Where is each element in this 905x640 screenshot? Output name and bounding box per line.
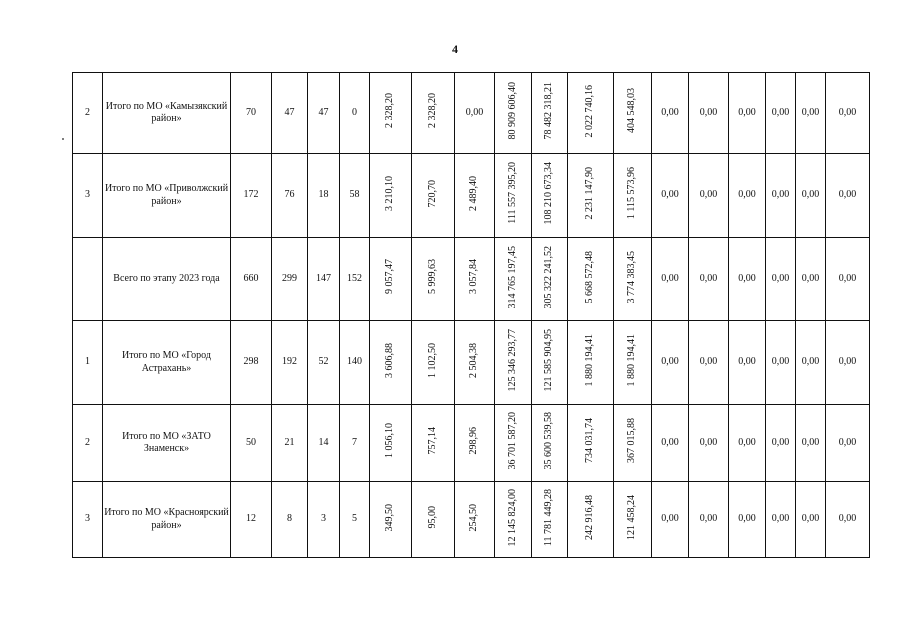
scan-speck (62, 138, 64, 140)
cost-3-value: 242 916,48 (584, 494, 596, 540)
cell-area-3: 0,00 (455, 73, 495, 154)
area-2-value: 720,70 (426, 179, 438, 207)
cell-zero: 0,00 (689, 238, 729, 321)
cell-zero: 0,00 (826, 482, 870, 558)
cell-count-2: 299 (272, 238, 308, 321)
cell-area-3 (455, 405, 495, 482)
cell-zero: 0,00 (729, 482, 766, 558)
row-number: 2 (73, 405, 103, 482)
cost-total-value: 12 145 824,00 (506, 488, 518, 546)
cell-cost-total (495, 405, 532, 482)
cell-cost-2 (532, 73, 568, 154)
cell-zero: 0,00 (652, 73, 689, 154)
cost-4-value: 1 880 194,41 (626, 334, 638, 387)
area-2-value: 95,00 (426, 506, 438, 529)
table-row (73, 321, 870, 405)
area-3-value: 298,96 (468, 427, 480, 455)
cell-cost-3 (568, 482, 614, 558)
cell-cost-3 (568, 321, 614, 405)
cell-zero: 0,00 (689, 482, 729, 558)
cell-area-2 (412, 73, 455, 154)
area-total-value: 3 210,10 (384, 175, 396, 211)
cell-count-total: 660 (231, 238, 272, 321)
cell-area-total (370, 321, 412, 405)
cell-zero: 0,00 (826, 73, 870, 154)
cost-total-value: 111 557 395,20 (506, 162, 518, 225)
cost-3-value: 5 668 572,48 (584, 250, 596, 303)
cell-area-total (370, 154, 412, 238)
row-number: 2 (73, 73, 103, 154)
cost-3-value: 2 231 147,90 (584, 167, 596, 220)
cell-count-3: 52 (308, 321, 340, 405)
cell-zero: 0,00 (652, 405, 689, 482)
table-row (73, 405, 870, 482)
municipality-name: Итого по МО «Красноярский район» (103, 482, 231, 558)
cost-2-value: 121 585 904,95 (543, 329, 555, 392)
cell-zero: 0,00 (826, 321, 870, 405)
cost-4-value: 367 015,88 (626, 418, 638, 464)
cell-zero: 0,00 (729, 321, 766, 405)
cost-total-value: 314 765 197,45 (506, 245, 518, 308)
municipality-name: Итого по МО «ЗАТО Знаменск» (103, 405, 231, 482)
area-total-value: 1 056,10 (384, 423, 396, 459)
cell-cost-total (495, 73, 532, 154)
cell-zero: 0,00 (652, 154, 689, 238)
cell-zero: 0,00 (689, 321, 729, 405)
cost-3-value: 734 031,74 (584, 418, 596, 464)
cell-area-2 (412, 238, 455, 321)
cell-count-2: 21 (272, 405, 308, 482)
cell-area-total (370, 73, 412, 154)
cell-count-total: 172 (231, 154, 272, 238)
cell-zero: 0,00 (729, 154, 766, 238)
cell-area-total (370, 482, 412, 558)
page-number: 4 (452, 42, 458, 56)
cost-2-value: 11 781 449,28 (543, 488, 555, 546)
cell-cost-2 (532, 321, 568, 405)
cell-zero: 0,00 (796, 154, 826, 238)
cell-zero: 0,00 (796, 482, 826, 558)
area-total-value: 3 606,88 (384, 342, 396, 378)
cell-count-total: 70 (231, 73, 272, 154)
cell-count-2: 192 (272, 321, 308, 405)
cell-zero: 0,00 (729, 73, 766, 154)
data-table (72, 72, 870, 558)
cell-zero: 0,00 (766, 482, 796, 558)
cost-total-value: 80 909 606,40 (506, 82, 518, 140)
cost-total-value: 125 346 293,77 (506, 329, 518, 392)
cell-cost-2 (532, 482, 568, 558)
cell-cost-2 (532, 405, 568, 482)
area-3-value: 3 057,84 (468, 259, 480, 295)
cell-zero: 0,00 (652, 321, 689, 405)
cell-area-3 (455, 321, 495, 405)
cell-count-3: 47 (308, 73, 340, 154)
cell-zero: 0,00 (826, 405, 870, 482)
municipality-name: Итого по МО «Камызякский район» (103, 73, 231, 154)
cost-total-value: 36 701 587,20 (506, 412, 518, 470)
area-3-value: 254,50 (468, 503, 480, 531)
table-row (73, 154, 870, 238)
cell-cost-4 (614, 238, 652, 321)
cost-4-value: 121 458,24 (626, 494, 638, 540)
cell-area-3 (455, 154, 495, 238)
cell-cost-total (495, 154, 532, 238)
cell-area-total (370, 405, 412, 482)
cell-zero: 0,00 (766, 238, 796, 321)
cell-count-total: 298 (231, 321, 272, 405)
area-2-value: 757,14 (426, 427, 438, 455)
cost-4-value: 404 548,03 (626, 88, 638, 134)
cell-count-4: 58 (340, 154, 370, 238)
cost-2-value: 305 322 241,52 (543, 245, 555, 308)
table-row (73, 238, 870, 321)
cell-zero: 0,00 (796, 321, 826, 405)
cell-area-2 (412, 321, 455, 405)
cell-area-total (370, 238, 412, 321)
cell-count-3: 3 (308, 482, 340, 558)
cell-zero: 0,00 (652, 482, 689, 558)
row-number: 1 (73, 321, 103, 405)
cell-zero: 0,00 (796, 405, 826, 482)
cell-count-4: 7 (340, 405, 370, 482)
cost-3-value: 2 022 740,16 (584, 84, 596, 137)
cost-4-value: 1 115 573,96 (626, 167, 638, 220)
cell-count-4: 140 (340, 321, 370, 405)
cell-count-2: 76 (272, 154, 308, 238)
row-number: 3 (73, 482, 103, 558)
cell-cost-3 (568, 238, 614, 321)
cell-area-2 (412, 154, 455, 238)
cell-cost-4 (614, 73, 652, 154)
cell-cost-3 (568, 73, 614, 154)
cell-zero: 0,00 (652, 238, 689, 321)
cell-zero: 0,00 (689, 154, 729, 238)
cell-zero: 0,00 (826, 154, 870, 238)
cost-2-value: 108 210 673,34 (543, 162, 555, 225)
cell-zero: 0,00 (796, 73, 826, 154)
cell-zero: 0,00 (766, 321, 796, 405)
cell-area-3 (455, 238, 495, 321)
area-3-value: 2 489,40 (468, 175, 480, 211)
cell-count-4: 5 (340, 482, 370, 558)
area-total-value: 2 328,20 (384, 93, 396, 129)
cell-cost-2 (532, 238, 568, 321)
cell-cost-2 (532, 154, 568, 238)
cell-area-2 (412, 482, 455, 558)
cell-cost-total (495, 321, 532, 405)
table-row (73, 482, 870, 558)
municipality-name: Итого по МО «Приволжский район» (103, 154, 231, 238)
cell-zero: 0,00 (729, 405, 766, 482)
cell-zero: 0,00 (689, 73, 729, 154)
cell-count-total: 50 (231, 405, 272, 482)
cost-3-value: 1 880 194,41 (584, 334, 596, 387)
cell-count-4: 152 (340, 238, 370, 321)
cell-zero: 0,00 (796, 238, 826, 321)
cell-zero: 0,00 (826, 238, 870, 321)
cell-cost-4 (614, 321, 652, 405)
cell-zero: 0,00 (689, 405, 729, 482)
cell-zero: 0,00 (766, 154, 796, 238)
cell-count-4: 0 (340, 73, 370, 154)
cell-zero: 0,00 (729, 238, 766, 321)
cell-count-3: 147 (308, 238, 340, 321)
cell-cost-total (495, 238, 532, 321)
cell-count-3: 14 (308, 405, 340, 482)
cell-cost-total (495, 482, 532, 558)
cell-count-total: 12 (231, 482, 272, 558)
row-number: 3 (73, 154, 103, 238)
cell-count-2: 47 (272, 73, 308, 154)
area-total-value: 349,50 (384, 503, 396, 531)
municipality-name: Всего по этапу 2023 года (103, 238, 231, 321)
cell-cost-4 (614, 154, 652, 238)
cell-count-3: 18 (308, 154, 340, 238)
cell-zero: 0,00 (766, 405, 796, 482)
row-number (73, 238, 103, 321)
cell-area-2 (412, 405, 455, 482)
area-3-value: 2 504,38 (468, 342, 480, 378)
table-row (73, 73, 870, 154)
area-total-value: 9 057,47 (384, 259, 396, 295)
area-2-value: 5 999,63 (426, 259, 438, 295)
cell-cost-3 (568, 154, 614, 238)
cell-cost-4 (614, 405, 652, 482)
cell-count-2: 8 (272, 482, 308, 558)
cost-4-value: 3 774 383,45 (626, 250, 638, 303)
cell-cost-4 (614, 482, 652, 558)
cell-zero: 0,00 (766, 73, 796, 154)
area-2-value: 2 328,20 (426, 93, 438, 129)
cell-cost-3 (568, 405, 614, 482)
cost-2-value: 35 600 539,58 (543, 412, 555, 470)
area-2-value: 1 102,50 (426, 342, 438, 378)
municipality-name: Итого по МО «Город Астрахань» (103, 321, 231, 405)
cost-2-value: 78 482 318,21 (543, 82, 555, 140)
cell-area-3 (455, 482, 495, 558)
